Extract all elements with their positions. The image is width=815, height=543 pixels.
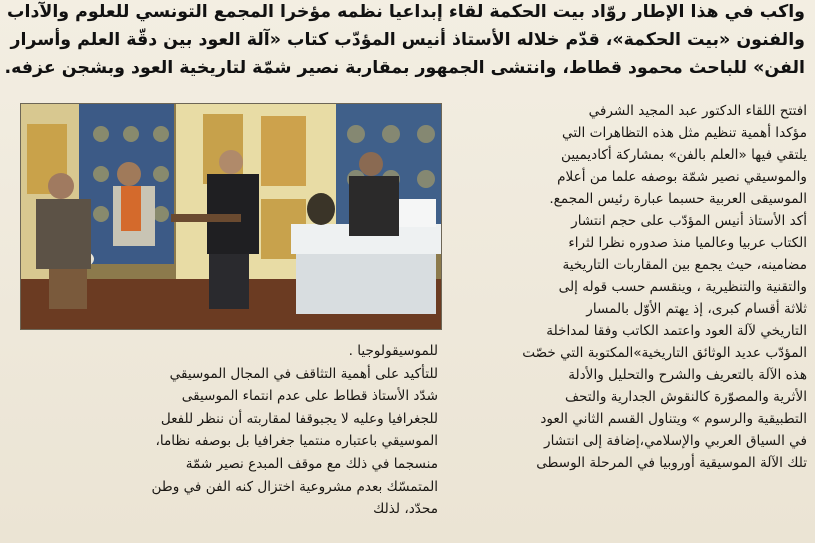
- event-photo: [20, 103, 442, 330]
- text-line: مضامينه، حيث يجمع بين المقاربات التاريخية: [562, 257, 807, 273]
- text-line: للجغرافيا وعليه لا يجبوقفا لمقاربته أن ننظر للفعل: [160, 410, 438, 427]
- text-line: والتقنية والتنظيرية ، وينقسم حسب قوله إلى: [558, 279, 807, 295]
- text-line: المؤدّب عديد الوثائق التاريخية»المكتوبة التي خصّت: [522, 345, 807, 361]
- text-line: في السياق العربي والإسلامي،إضافة إلى انتشار: [544, 433, 807, 449]
- text-line: ثلاثة أقسام كبرى، إذ يهتم الأوّل بالمسار: [586, 301, 807, 317]
- lead-line: الفن» للباحث محمود قطاط، وانتشى الجمهور بمقاربة نصير شمّة لتاريخية العود وبشجن عزفه.: [4, 58, 805, 78]
- text-line: افتتح اللقاء الدكتور عبد المجيد الشرفي: [588, 103, 807, 119]
- text-line: يلتقي فيها «العلم بالفن» بمشاركة أكاديميين: [560, 147, 807, 163]
- text-line: الموسيقى العربية حسبما عبارة رئيس المجمع.: [549, 191, 807, 207]
- text-line: الكتاب عربيا وعالميا منذ صدوره نظرا لثراء: [568, 235, 807, 251]
- left-column: [8, 340, 438, 521]
- text-line: شدّد الأستاذ قطاط على عدم انتماء الموسيقى: [181, 388, 438, 405]
- text-line: تلك الآلة الموسيقية أوروبيا في المرحلة الوسطى: [536, 455, 807, 471]
- text-line: محدّد، لذلك: [373, 501, 438, 518]
- right-column: [447, 100, 807, 474]
- text-line: هذه الآلة بالتعريف والشرح والتحليل والأدلة: [568, 367, 807, 383]
- text-line: التاريخي لآلة العود واعتمد الكاتب وفقا لمداخلة: [546, 323, 807, 339]
- text-line: للتأكيد على أهمية التثاقف في المجال الموسيقي: [169, 365, 438, 382]
- text-line: مؤكدا أهمية تنظيم مثل هذه التظاهرات التي: [561, 125, 807, 141]
- text-line: منسجما في ذلك مع موقف المبدع نصير شمّة: [185, 455, 438, 472]
- lead-line: والفنون «بيت الحكمة»، قدّم خلاله الأستاذ أنيس المؤدّب كتاب «آلة العود بين دقّة العلم وأسرار: [10, 30, 805, 50]
- article-lead: [4, 0, 805, 82]
- text-line: والموسيقي نصير شمّة بوصفه علما من أعلام: [557, 169, 807, 185]
- text-line: للموسيقولوجيا .: [348, 343, 438, 359]
- text-line: الموسيقي باعتباره منتميا جغرافيا بل بوصفه نظاما،: [155, 433, 438, 450]
- text-line: التطبيقية والرسوم » ويتناول القسم الثاني العود: [540, 411, 807, 427]
- text-line: أكد الأستاذ أنيس المؤدّب على حجم انتشار: [571, 213, 807, 229]
- text-line: المتمسّك بعدم مشروعية اختزال كنه الفن في وطن: [151, 478, 438, 495]
- text-line: الأثرية والمصوّرة كالنقوش الجدارية والتحف: [564, 389, 807, 405]
- lead-line: واكب في هذا الإطار روّاد بيت الحكمة لقاء إبداعيا نظمه مؤخرا المجمع التونسي للعلوم والآداب: [7, 2, 805, 22]
